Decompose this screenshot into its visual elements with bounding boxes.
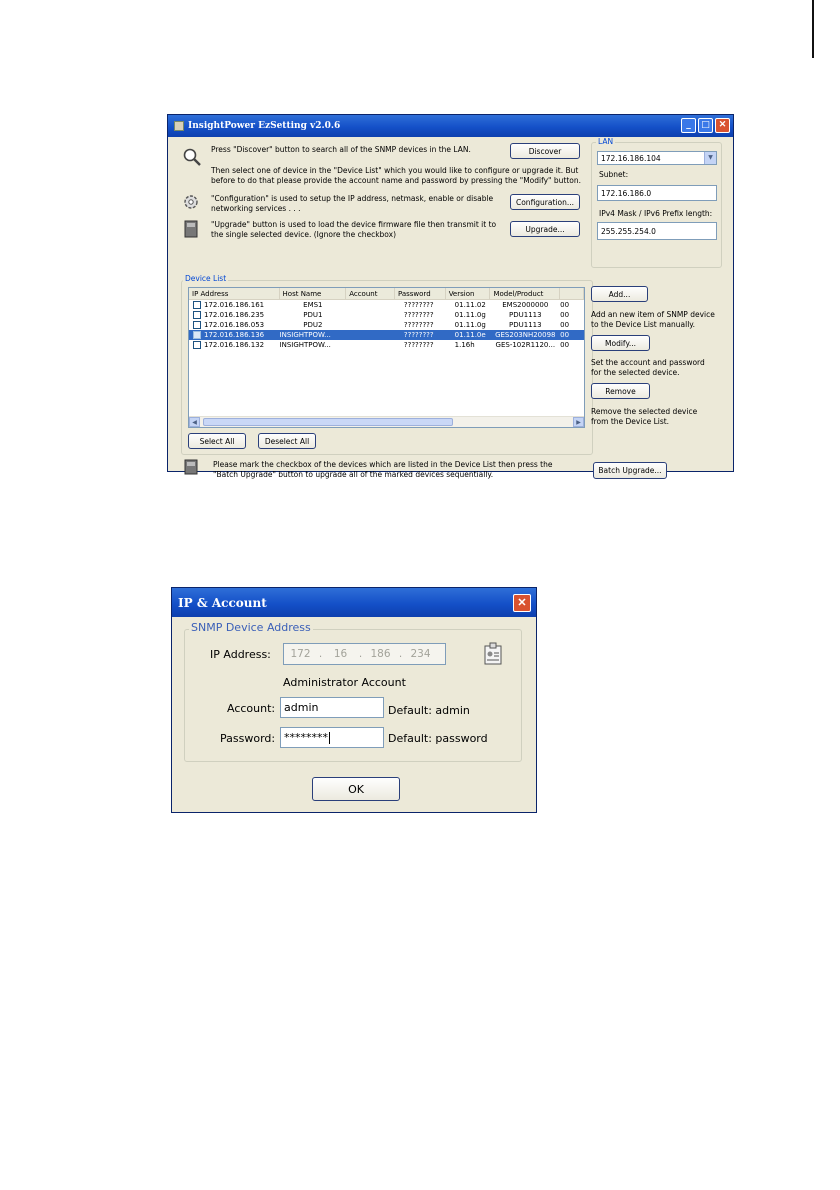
scroll-thumb[interactable] xyxy=(203,418,453,426)
cell-version: 01.11.0g xyxy=(454,311,486,319)
remove-button[interactable]: Remove xyxy=(591,383,650,399)
cell-password: ???????? xyxy=(403,331,434,339)
cell-host: INSIGHTPOW... xyxy=(279,341,331,349)
upgrade-button[interactable]: Upgrade... xyxy=(510,221,580,237)
close-icon[interactable]: ✕ xyxy=(513,594,531,612)
upgrade-hint-2: the single selected device. (Ignore the checkbox) xyxy=(211,230,397,239)
cell-ip: 172.016.186.136 xyxy=(189,330,280,340)
main-panel xyxy=(168,137,733,479)
column-version[interactable]: Version xyxy=(446,288,491,299)
cell-ip: 172.016.186.161 xyxy=(189,300,280,310)
ip-account-dialog xyxy=(171,587,537,813)
ip-octet-2: 16 xyxy=(333,648,348,660)
cell-account xyxy=(346,340,395,350)
magnifier-icon xyxy=(181,146,203,168)
add-help-2: to the Device List manually. xyxy=(591,320,696,329)
subnet-label: Subnet: xyxy=(599,170,629,179)
window-title: InsightPower EzSetting v2.0.6 xyxy=(188,121,341,131)
cell-version: 01.11.02 xyxy=(454,301,486,309)
cell-model: GES203NH20098 xyxy=(495,331,556,339)
ip-octet-4: 234 xyxy=(410,648,431,660)
row-checkbox[interactable] xyxy=(193,341,201,349)
cell-password: ???????? xyxy=(403,341,434,349)
text-cursor xyxy=(329,732,330,744)
cell-extra: 00 xyxy=(560,311,570,319)
configuration-hint: "Configuration" is used to setup the IP address, netmask, enable or disable xyxy=(211,194,494,203)
cell-password: ???????? xyxy=(403,321,434,329)
configuration-hint-2: networking services . . . xyxy=(211,204,301,213)
password-default: Default: password xyxy=(388,732,488,745)
table-row[interactable] xyxy=(189,340,584,350)
subnet-field[interactable]: 172.16.186.0 xyxy=(597,185,717,201)
batch-upgrade-button[interactable]: Batch Upgrade... xyxy=(593,462,667,479)
horizontal-scrollbar[interactable] xyxy=(189,416,584,427)
cell-password: ???????? xyxy=(403,311,434,319)
title-bar[interactable] xyxy=(168,115,733,137)
cell-account xyxy=(346,300,395,310)
upgrade-hint: "Upgrade" button is used to load the device firmware file then transmit it to xyxy=(211,220,497,229)
select-all-button[interactable]: Select All xyxy=(188,433,246,449)
batch-device-icon xyxy=(182,458,200,476)
account-default: Default: admin xyxy=(388,704,470,717)
batch-hint: Please mark the checkbox of the devices which are listed in the Device List then press the xyxy=(213,460,553,469)
lan-ip-value: 172.16.186.104 xyxy=(601,153,661,163)
modify-help: Set the account and password xyxy=(591,358,705,367)
cell-host: EMS1 xyxy=(303,301,323,309)
id-card-icon xyxy=(482,641,504,667)
cell-model: PDU1113 xyxy=(509,311,542,319)
table-row[interactable] xyxy=(189,310,584,320)
row-checkbox[interactable] xyxy=(193,301,201,309)
column-extra[interactable] xyxy=(560,288,584,299)
row-checkbox[interactable] xyxy=(193,331,201,339)
mask-field[interactable]: 255.255.254.0 xyxy=(597,222,717,240)
chevron-down-icon[interactable]: ▼ xyxy=(704,152,716,164)
page-margin-mark xyxy=(812,0,814,58)
cell-account xyxy=(346,320,395,330)
password-value: ******** xyxy=(284,731,328,744)
column-ip-address[interactable]: IP Address xyxy=(189,288,280,299)
configuration-button[interactable]: Configuration... xyxy=(510,194,580,210)
cell-password: ???????? xyxy=(403,301,434,309)
column-host-name[interactable]: Host Name xyxy=(280,288,347,299)
cell-host: INSIGHTPOW... xyxy=(279,331,331,339)
ip-address-field: 172 . 16 . 186 . 234 xyxy=(283,643,446,665)
table-row[interactable] xyxy=(189,300,584,310)
dialog-title: IP & Account xyxy=(178,595,267,610)
maximize-icon[interactable]: □ xyxy=(698,118,713,133)
scroll-right-icon[interactable]: ▶ xyxy=(573,417,584,427)
minimize-icon[interactable]: _ xyxy=(681,118,696,133)
ip-octet-3: 186 xyxy=(370,648,391,660)
device-list-hint-2: before to do that please provide the account name and password by pressing the "Modify" button. xyxy=(211,176,582,185)
deselect-all-button[interactable]: Deselect All xyxy=(258,433,316,449)
table-row[interactable] xyxy=(189,320,584,330)
discover-hint: Press "Discover" button to search all of the SNMP devices in the LAN. xyxy=(211,145,471,154)
cell-version: 1.16h xyxy=(454,341,475,349)
cell-extra: 00 xyxy=(560,331,570,339)
lan-group-label: LAN xyxy=(598,137,614,146)
dialog-body xyxy=(172,617,536,814)
ip-address-label: IP Address: xyxy=(210,648,271,661)
cell-host: PDU2 xyxy=(303,321,323,329)
modify-button[interactable]: Modify... xyxy=(591,335,650,351)
device-list-header xyxy=(189,288,584,300)
admin-account-heading: Administrator Account xyxy=(283,676,406,689)
app-icon xyxy=(174,121,184,131)
account-input[interactable]: admin xyxy=(280,697,384,718)
mask-label: IPv4 Mask / IPv6 Prefix length: xyxy=(599,209,713,218)
lan-ip-select[interactable] xyxy=(597,151,717,165)
add-button[interactable]: Add... xyxy=(591,286,648,302)
snmp-group-label: SNMP Device Address xyxy=(191,621,311,634)
remove-help-2: from the Device List. xyxy=(591,417,670,426)
cell-version: 01.11.0e xyxy=(454,331,486,339)
device-rows xyxy=(189,300,584,350)
ip-octet-1: 172 xyxy=(290,648,311,660)
batch-hint-2: "Batch Upgrade" button to upgrade all of the marked devices sequentially. xyxy=(213,470,494,479)
cell-extra: 00 xyxy=(560,301,570,309)
discover-button[interactable]: Discover xyxy=(510,143,580,159)
scroll-left-icon[interactable]: ◀ xyxy=(189,417,200,427)
cell-model: PDU1113 xyxy=(509,321,542,329)
cell-ip: 172.016.186.235 xyxy=(189,310,280,320)
add-help: Add an new item of SNMP device xyxy=(591,310,715,319)
password-input[interactable] xyxy=(280,727,384,748)
device-icon xyxy=(182,219,200,239)
device-list-label: Device List xyxy=(185,274,227,283)
cell-extra: 00 xyxy=(560,341,570,349)
column-password[interactable]: Password xyxy=(395,288,446,299)
ezsetting-window xyxy=(167,114,734,479)
cell-ip: 172.016.186.053 xyxy=(189,320,280,330)
column-account[interactable]: Account xyxy=(346,288,395,299)
cell-version: 01.11.0g xyxy=(454,321,486,329)
row-checkbox[interactable] xyxy=(193,311,201,319)
table-row[interactable] xyxy=(189,330,584,340)
gear-icon xyxy=(181,192,201,212)
remove-help: Remove the selected device xyxy=(591,407,698,416)
cell-account xyxy=(346,330,395,340)
cell-model: GES-102R1120... xyxy=(495,341,556,349)
cell-host: PDU1 xyxy=(303,311,323,319)
column-model[interactable]: Model/Product xyxy=(490,288,560,299)
password-label: Password: xyxy=(220,732,276,745)
cell-ip: 172.016.186.132 xyxy=(189,340,280,350)
cell-model: EMS2000000 xyxy=(502,301,549,309)
close-icon[interactable]: ✕ xyxy=(715,118,730,133)
row-checkbox[interactable] xyxy=(193,321,201,329)
account-label: Account: xyxy=(227,702,276,715)
device-list-hint: Then select one of device in the "Device List" which you would like to configure or upgrade it. But xyxy=(211,166,579,175)
cell-account xyxy=(346,310,395,320)
device-list[interactable] xyxy=(188,287,585,428)
ok-button[interactable]: OK xyxy=(312,777,400,801)
modify-help-2: for the selected device. xyxy=(591,368,680,377)
cell-extra: 00 xyxy=(560,321,570,329)
dialog-title-bar[interactable] xyxy=(172,588,536,617)
